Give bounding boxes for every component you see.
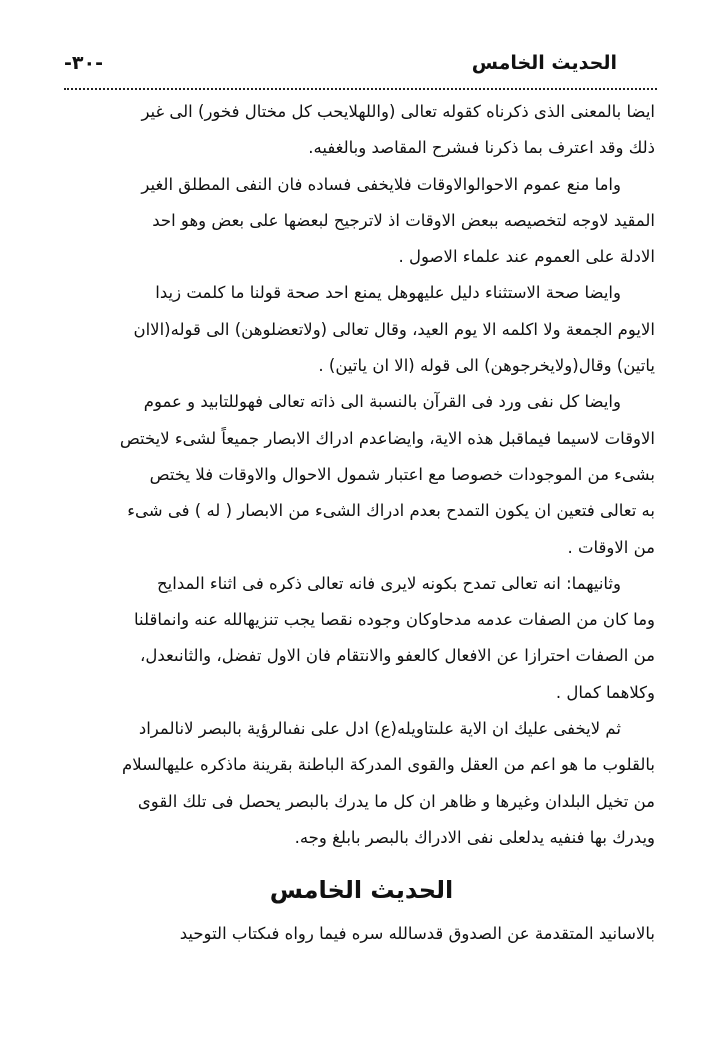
text-line: من الصفات احترازا عن الافعال كالعفو والانتقام فان الاول تفضل، والثانىعدل، (140, 646, 655, 666)
page-number: -٣٠- (64, 52, 103, 74)
text-line: بالقلوب ما هو اعم من العقل والقوى المدركة الباطنة بقرينة ماذكره عليهالسلام (122, 755, 655, 775)
running-title: الحديث الخامس (471, 52, 617, 74)
text-line: الاوقات لاسيما فيماقبل هذه الاية، وايضاعدم ادراك الابصار جميعاً لشىء لايختص (119, 428, 655, 448)
text-line: به تعالى فتعين ان يكون التمدح بعدم ادراك الشىء من الابصار ( له ) فى شىء (127, 501, 655, 521)
text-line: واما منع عموم الاحوالوالاوقات فلايخفى فساده فان النفى المطلق الغير (141, 174, 621, 194)
body-text-part2 (68, 916, 655, 952)
text-line: من تخيل البلدان وغيرها و ظاهر ان كل ما يدرك بالبصر يحصل فى تلك القوى (137, 791, 655, 811)
body-text-part1 (68, 94, 655, 856)
text-line: من الاوقات . (567, 537, 655, 557)
text-line: ذلك وقد اعترف بما ذكرنا فىشرح المقاصد وبالغفيه. (308, 138, 655, 158)
text-line: ياتين) وقال(ولايخرجوهن) الى قوله (الا ان ياتين) . (318, 356, 655, 376)
text-line: بشىء من الموجودات خصوصا مع اعتبار شمول الاحوال والاوقات فلا يختص (149, 464, 655, 484)
text-line: ايضا بالمعنى الذى ذكرناه كقوله تعالى (واللهلايحب كل مختال فخور) الى غير (141, 102, 655, 121)
text-line: الايوم الجمعة ولا اكلمه الا يوم العيد، وقال تعالى (ولاتعضلوهن) الى قوله(الاان (133, 319, 655, 339)
section-heading: الحديث الخامس (269, 876, 454, 905)
text-line: وايضا كل نفى ورد فى القرآن بالنسبة الى ذاته تعالى فهوللتابيد و عموم (143, 392, 621, 412)
text-line: المقيد لاوجه لتخصيصه ببعض الاوقات اذ لاترجيح لبعضها على بعض وهو احد (152, 210, 655, 230)
text-line: وثانيهما: انه تعالى تمدح بكونه لايرى فانه تعالى ذكره فى اثناء المدايح (157, 573, 621, 593)
page-body (68, 94, 655, 953)
text-line: وما كان من الصفات عدمه مدحاوكان وجوده نقصا يجب تنزيهالله عنه وانماقلنا (133, 610, 655, 630)
text-line: وكلاهما كمال . (555, 682, 655, 702)
text-line: بالاسانيد المتقدمة عن الصدوق قدسالله سره فيما رواه فىكتاب التوحيد (179, 924, 655, 944)
text-line: ويدرك بها فنفيه يدلعلى نفى الادراك بالبصر بابلغ وجه. (294, 827, 655, 847)
text-line: وايضا صحة الاستثناء دليل عليهوهل يمنع احد صحة قولنا ما كلمت زيدا (155, 283, 621, 303)
text-line: ثم لايخفى عليك ان الاية علىتاويله(ع) ادل على نفىالرؤية بالبصر لانالمراد (138, 719, 621, 739)
page-header (64, 50, 657, 84)
header-divider (64, 88, 657, 90)
text-line: الادلة على العموم عند علماء الاصول . (398, 247, 655, 267)
